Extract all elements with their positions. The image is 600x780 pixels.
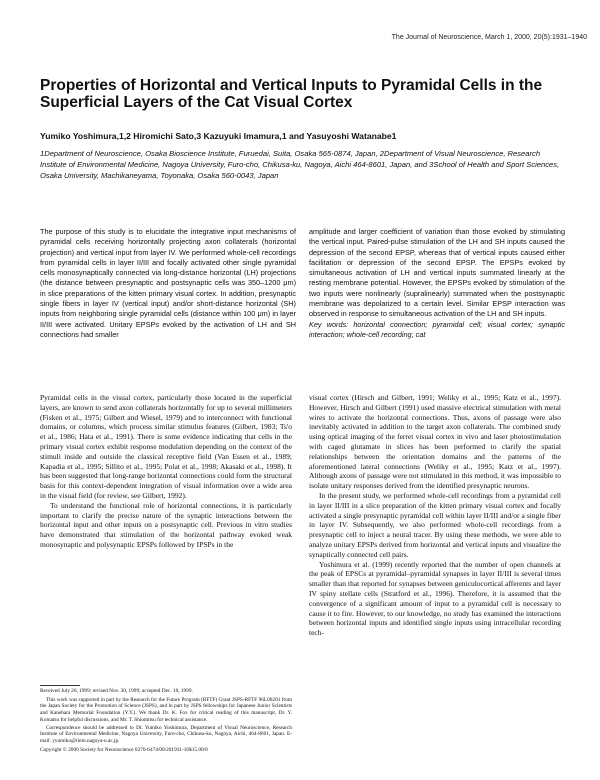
body-paragraph: Pyramidal cells in the visual cortex, particularly those located in the superficial layers, are known to send axon collaterals horizontally for up to several millimeters (Fisken et al., 1975; Gilbert and Wiesel, 1979) and to interconnect with functional domains, or columns, which process similar stimulus features (Gilbert, 1983; Ts'o et al., 1986; Hata et al., 1991). There is some evidence indicating that cells in the primary visual cortex exhibit response modulation depending on the context of the stimuli inside and outside the classical receptive field (Van Essen et al., 1989; Kapadia et al., 1995; Sillito et al., 1995; Polat et al., 1998; Akasaki et al., 1998). It has been suggested that long-range horizontal connections could form the structural basis for this context-dependent integration of visual information over a wide area in the visual field (for review, see Gilbert, 1992). — [40, 393, 292, 500]
abstract-right-column — [309, 227, 565, 340]
footnotes — [40, 688, 292, 754]
body-paragraph: In the present study, we performed whole-cell recordings from a pyramidal cell in layer II/III in a slice preparation of the kitten primary visual cortex and focally activated a single presynaptic pyramidal cell within layer II/III and/or a single fiber in layer IV. Subsequently, we also performed whole-cell recordings from a presynaptic cell to inject a neural tracer. By using these methods, we were able to analyze unitary EPSPs derived from horizontal and vertical inputs and visualize the synaptically connected cell pairs. — [309, 490, 561, 559]
keywords: Key words: horizontal connection; pyramidal cell; visual cortex; synaptic interaction; whole-cell recording; cat — [309, 319, 565, 339]
author-list: Yumiko Yoshimura,1,2 Hiromichi Sato,3 Kazuyuki Imamura,1 and Yasuyoshi Watanabe1 — [40, 131, 397, 141]
body-left-column — [40, 393, 292, 550]
footnote-divider — [40, 685, 80, 686]
correspondence-note: Correspondence should be addressed to Dr. Yumiko Yoshimura, Department of Visual Neuroscience, Research Institute of Environmental Medicine, Nagoya University, Furo-cho, Chikusa-ku, Nagoya, Aichi, 464-8601, Japan. E-mail: yyumiko@riem.nagoya-u.ac.jp. — [40, 724, 292, 744]
affiliations: 1Department of Neuroscience, Osaka Bioscience Institute, Furuedai, Suita, Osaka 565-0874, Japan, 2Department of Visual Neuroscience, Research Institute of Environmental Medicine, Nagoya University, Furo-cho, Chikusa-ku, Nagoya, Aichi 464-8601, Japan, and 3School of Health and Sport Sciences, Osaka University, Machikaneyama, Toyonaka, Osaka 560-0043, Japan — [40, 149, 560, 180]
journal-header: The Journal of Neuroscience, March 1, 2000, 20(5):1931–1940 — [391, 34, 587, 41]
body-paragraph: Yoshimura et al. (1999) recently reported that the number of open channels at the peak of EPSCs at pyramidal–pyramidal synapses in layer II/III is several times smaller than that reported for synapses between geniculocortical afferents and layer IV spiny stellate cells (Stratford et al., 1996). Therefore, it is assumed that the convergence of a significant amount of input to a pyramidal cell is necessary to cause it to fire. However, to our knowledge, no study has examined the interactions between horizontal inputs and identified single inputs using intracellular recording tech- — [309, 559, 561, 638]
body-paragraph: To understand the functional role of horizontal connections, it is particularly important to clarify the precise nature of the synaptic interactions between the horizontal input and other inputs on a postsynaptic cell. Previous in vitro studies have demonstrated that stimulation of the horizontal pathway evoked weak monosynaptic and polysynaptic EPSPs followed by IPSPs in the — [40, 500, 292, 549]
body-right-column — [309, 393, 561, 638]
article-title: Properties of Horizontal and Vertical Inputs to Pyramidal Cells in the Superficial Layers of the Cat Visual Cortex — [40, 77, 543, 111]
copyright-line: Copyright © 2000 Society for Neuroscience 0270-6474/00/201931-10$15.00/0 — [40, 746, 208, 753]
abstract-left-column: The purpose of this study is to elucidate the integrative input mechanisms of pyramidal cells receiving horizontally projecting axon collaterals (horizontal projection) and vertical input from layer IV. We performed whole-cell recordings from pyramidal cells in layer II/III and focally activated other single pyramidal cells monosynaptically connected via long-distance horizontal (LH) projections (the distance between presynaptic and postsynaptic cells was 350–1200 μm) in slice preparations of the kitten primary visual cortex. In addition, presynaptic single fibers in layer IV (vertical input) and/or short-distance horizontal (SH) inputs from neighboring single pyramidal cells (distance within 100 μm) in layer II/III were activated. Unitary EPSPs evoked by the activation of LH and SH connections had smaller — [40, 227, 296, 339]
received-dates: Received July 26, 1999; revised Nov. 30, 1999; accepted Dec. 10, 1999. — [40, 688, 193, 694]
body-paragraph: visual cortex (Hirsch and Gilbert, 1991; Weliky et al., 1995; Katz et al., 1997). However, Hirsch and Gilbert (1991) used massive electrical stimulation with metal wires to activate the horizontal connections. Thus, axons of passage were also inevitably activated in addition to the target axon collaterals. The combined study using optical imaging of the ferret visual cortex in vivo and laser photostimulation with caged glutamate in slices has been performed to clarify the spatial relationships between the orientation domains and the patterns of the aforementioned lateral connections (Weliky et al., 1995; Katz et al., 1997). Although axons of passage were not stimulated in this method, it was impossible to isolate unitary responses derived from the identified presynaptic neurons. — [309, 393, 561, 491]
abstract-right-text: amplitude and larger coefficient of variation than those evoked by stimulating the vertical input. Paired-pulse stimulation of the LH and SH inputs caused the depression of the second EPSP, whereas that of vertical inputs caused either facilitation or depression of the second EPSP. The EPSPs evoked by simultaneous activation of LH and vertical inputs summated linearly at the resting membrane potential. However, the EPSPs evoked by stimulation of the two inputs were nonlinearly (supralinearly) summated when the postsynaptic membrane was depolarized to a certain level. Similar EPSP interaction was observed in response to simultaneous activation of the LH and SH inputs. — [309, 227, 565, 319]
funding-acknowledgments: This work was supported in part by the Research for the Future Program (RFTF) Grant JSPS-RFTF 96L00201 from the Japan Society for the Promotion of Science (JSPS), and in part by JSPS fellowships for Japanese Junior Scientists and Kanehara Memorial Foundation (Y.Y.). We thank Dr. K. Fox for critical reading of this manuscript, Dr. Y. Komatsu for helpful discussions, and Mr. T. Shiomitsu for technical assistance. — [40, 696, 292, 723]
